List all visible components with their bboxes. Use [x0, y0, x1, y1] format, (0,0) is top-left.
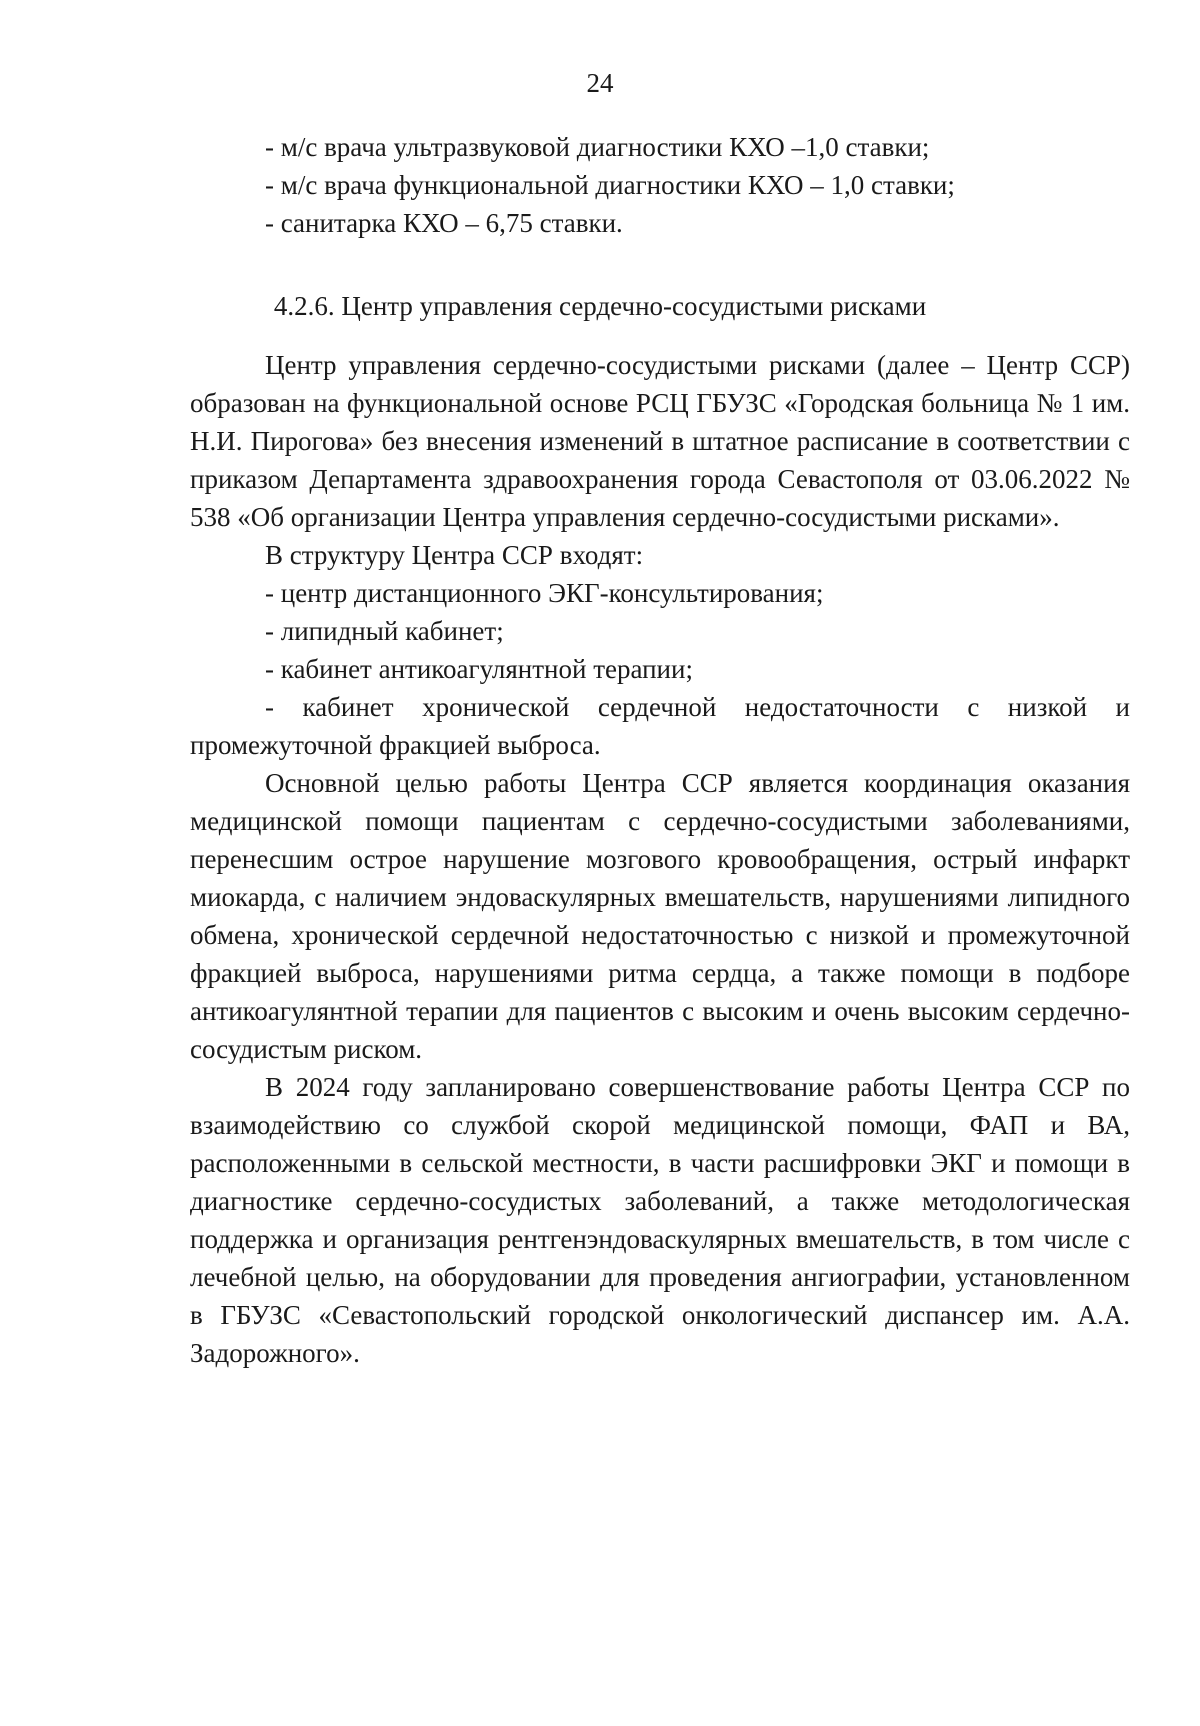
- paragraph-intro: Центр управления сердечно-сосудистыми рисками (далее – Центр ССР) образован на функциональной основе РСЦ ГБУЗС «Городская больница № 1 им. Н.И. Пирогова» без внесения изменений в штатное расписание в соответствии с приказом Департамента здравоохранения города Севастополя от 03.06.2022 № 538 «Об организации Центра управления сердечно-сосудистыми рисками».: [190, 350, 1130, 532]
- structure-list-item: - центр дистанционного ЭКГ-консультирования;: [265, 578, 824, 608]
- paragraph-goal: Основной целью работы Центра ССР является координация оказания медицинской помощи пациентам с сердечно-сосудистыми заболеваниями, перенесшим острое нарушение мозгового кровообращения, острый инфаркт миокарда, с наличием эндоваскулярных вмешательств, нарушениями липидного обмена, хронической сердечной недостаточностью с низкой и промежуточной фракцией выброса, нарушениями ритма сердца, а также помощи в подборе антикоагулянтной терапии для пациентов с высоким и очень высоким сердечно-сосудистым риском.: [190, 768, 1130, 1064]
- structure-lead: В структуру Центра ССР входят:: [265, 540, 644, 570]
- staff-list-item: - санитарка КХО – 6,75 ставки.: [265, 208, 623, 238]
- staff-list: [265, 128, 1125, 242]
- staff-list-item: - м/с врача функциональной диагностики КХО – 1,0 ставки;: [265, 170, 955, 200]
- structure-list-item: - кабинет антикоагулянтной терапии;: [265, 654, 693, 684]
- structure-list-item: - липидный кабинет;: [265, 616, 504, 646]
- staff-list-item: - м/с врача ультразвуковой диагностики КХО –1,0 ставки;: [265, 132, 930, 162]
- structure-list-item: - кабинет хронической сердечной недостаточности с низкой и промежуточной фракцией выброса.: [190, 692, 1130, 760]
- page-number: 24: [586, 68, 614, 98]
- section-body: [190, 346, 1130, 1372]
- paragraph-plan: В 2024 году запланировано совершенствование работы Центра ССР по взаимодействию со службой скорой медицинской помощи, ФАП и ВА, расположенными в сельской местности, в части расшифровки ЭКГ и помощи в диагностике сердечно-сосудистых заболеваний, а также методологическая поддержка и организация рентгенэндоваскулярных вмешательств, в том числе с лечебной целью, на оборудовании для проведения ангиографии, установленном в ГБУЗС «Севастопольский городской онкологический диспансер им. А.А. Задорожного».: [190, 1072, 1130, 1368]
- section-heading: 4.2.6. Центр управления сердечно-сосудистыми рисками: [273, 291, 927, 321]
